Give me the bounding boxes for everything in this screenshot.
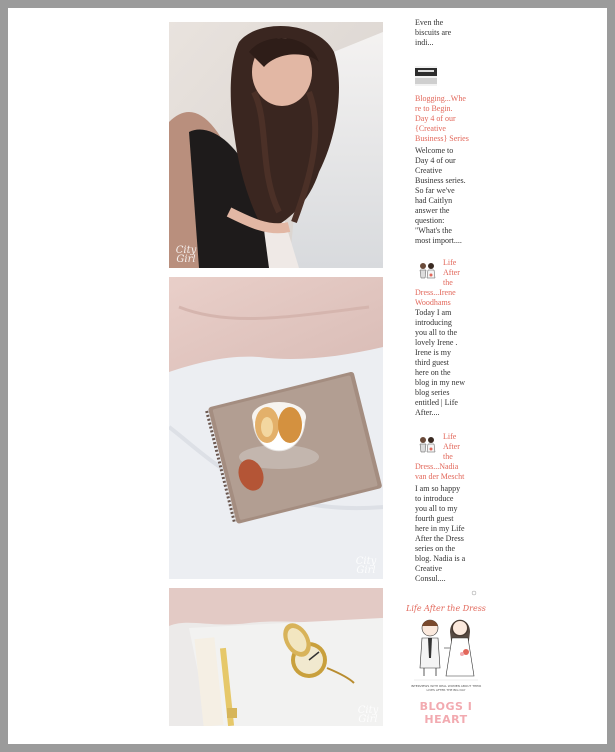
post-title-link[interactable]: Life After the Dress...Nadia van der Mescht [415, 432, 465, 481]
life-after-the-dress-banner[interactable] [404, 588, 488, 728]
list-item [415, 18, 473, 48]
photo-compass-image [169, 588, 383, 726]
photo-woman-image [169, 22, 383, 268]
photo-donut-notebook[interactable] [169, 277, 383, 579]
post-title-link[interactable]: Blogging...Whe re to Begin. Day 4 of our {Creative Business} Series [415, 94, 469, 143]
blogs-i-heart-label: BLOGS I HEART [419, 700, 473, 726]
list-item [415, 432, 473, 584]
post-thumbnail[interactable] [415, 432, 439, 456]
post-thumbnail[interactable] [415, 66, 437, 86]
banner-title: Life After the Dress [406, 604, 486, 613]
post-snippet: I am so happy to introduce you all to my fourth guest here in my Life After the Dress series on the blog. Nadia is a Creative Consul.... [415, 484, 466, 583]
photo-watermark: City Girl [355, 556, 377, 576]
post-title-link[interactable]: Life After the Dress...Irene Woodhams [415, 258, 460, 307]
photo-donut-image [169, 277, 383, 579]
post-thumbnail[interactable] [415, 258, 439, 282]
post-snippet: Welcome to Day 4 of our Creative Business series. So far we've had Caitlyn answer the question: "What's the most import.... [415, 146, 466, 245]
list-item [415, 66, 473, 246]
photo-compass[interactable] [169, 588, 383, 726]
list-item [415, 258, 473, 418]
page-frame [8, 8, 607, 744]
photo-watermark: City Girl [175, 245, 197, 265]
post-snippet: Even the biscuits are indi... [415, 18, 452, 47]
post-snippet: Today I am introducing you all to the lovely Irene . Irene is my third guest here on the blog in my new blog series entitled | Life After.... [415, 308, 465, 417]
photo-woman-portrait[interactable] [169, 22, 383, 268]
photo-watermark: City Girl [357, 705, 379, 725]
banner-caption: INTERVIEWS WITH REAL WOMEN ABOUT THEIR LIVES AFTER THE BIG DAY [410, 684, 482, 692]
